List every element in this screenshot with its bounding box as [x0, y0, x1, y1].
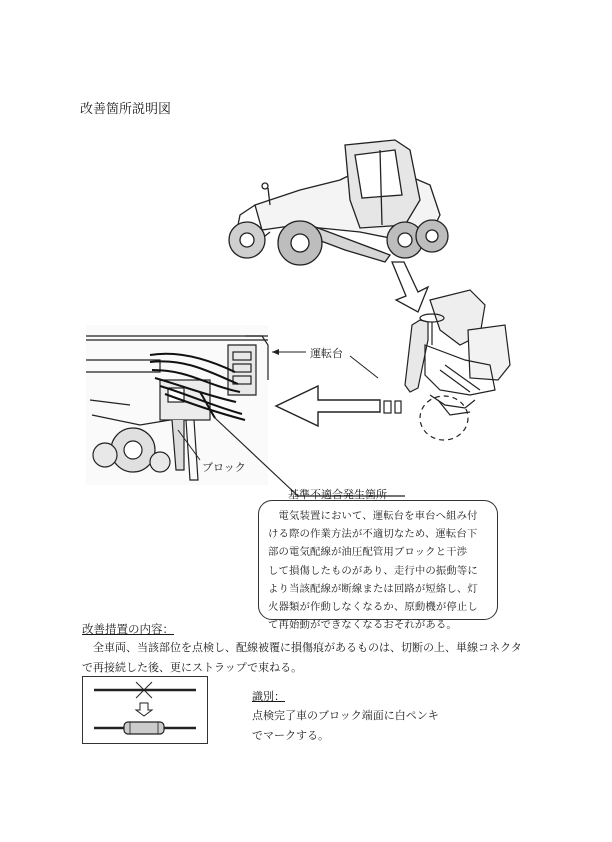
identification-text	[252, 706, 439, 746]
identification-line: でマークする。	[252, 729, 329, 742]
problem-highlight-circle	[420, 396, 468, 440]
cab-label: 運転台	[310, 347, 343, 360]
callout-title: 基準不適合発生箇所	[288, 488, 387, 501]
block-label: ブロック	[202, 461, 246, 474]
callout-line: 部の電気配線が油圧配管用ブロックと干渉	[268, 546, 468, 559]
motor-grader-drawing	[229, 140, 448, 265]
callout-line: より当該配線が断線または回路が短絡し、灯	[268, 582, 478, 595]
callout-line: て再始動ができなくなるおそれがある。	[268, 619, 457, 632]
measures-line: で再接続した後、更にストラップで束ねる。	[82, 661, 303, 674]
callout-line: ける際の作業方法が不適切なため、運転台下	[268, 528, 478, 541]
identification-heading: 識別：	[252, 690, 285, 703]
connector-diagram-frame	[82, 676, 208, 744]
cab-drawing	[405, 290, 510, 415]
measures-heading: 改善措置の内容：	[82, 622, 174, 636]
left-arrow	[276, 386, 380, 426]
callout-text	[268, 507, 494, 634]
callout-line: して損傷したものがあり、走行中の振動等に	[268, 564, 478, 577]
callout-line: 火器類が作動しなくなるか、原動機が停止し	[268, 601, 478, 614]
measures-text	[82, 638, 542, 678]
identification-line: 点検完了車のブロック端面に白ペンキ	[252, 709, 439, 722]
page-title: 改善箇所説明図	[80, 102, 172, 117]
measures-line: 全車両、当該部位を点検し、配線被覆に損傷痕があるものは、切断の上、単線コネクタ	[82, 641, 522, 654]
down-arrow	[392, 262, 428, 312]
callout-line: 電気装置において、運転台を車台へ組み付	[268, 510, 478, 522]
